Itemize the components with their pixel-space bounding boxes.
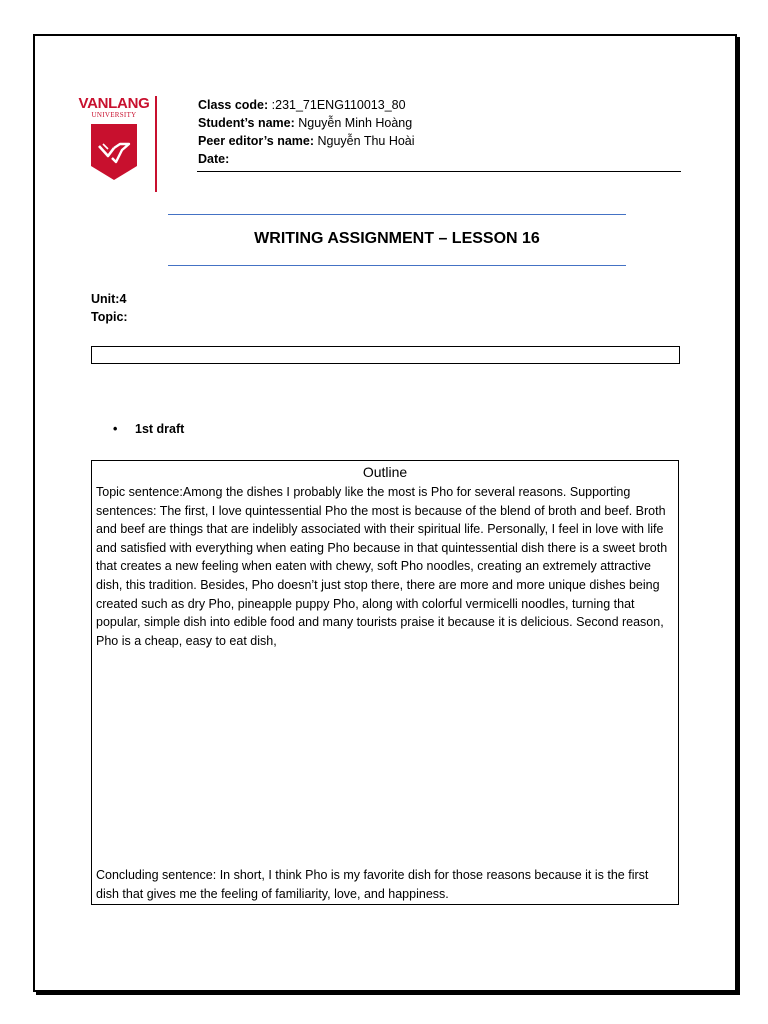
vanlang-shield-icon <box>89 122 139 182</box>
title-rule-bottom <box>168 265 626 266</box>
class-code-label: Class code: <box>198 98 269 112</box>
draft-label: 1st draft <box>135 422 185 436</box>
university-logo <box>75 96 153 182</box>
student-name-line <box>198 114 680 132</box>
student-name-value: Nguyễn Minh Hoàng <box>294 116 413 130</box>
student-name-label: Student’s name: <box>198 116 295 130</box>
class-code-value: :231_71ENG110013_80 <box>268 98 406 112</box>
unit-topic-block <box>91 290 128 326</box>
topic-box <box>91 346 680 364</box>
date-line <box>198 150 680 168</box>
header-info <box>198 96 680 168</box>
title-rule-top <box>168 214 626 215</box>
topic-label: Topic: <box>91 310 128 324</box>
outline-conclusion: Concluding sentence: In short, I think Pho is my favorite dish for those reasons because it is the first dish that gives me the feeling of familiarity, love, and happiness. <box>96 868 649 901</box>
peer-editor-label: Peer editor’s name: <box>198 134 315 148</box>
bullet-icon: • <box>113 422 118 436</box>
draft-item <box>115 422 184 436</box>
peer-editor-line <box>198 132 680 150</box>
logo-name: VANLANG <box>78 95 150 112</box>
outline-heading: Outline <box>362 464 408 480</box>
assignment-title: WRITING ASSIGNMENT – LESSON 16 <box>254 230 540 247</box>
header-underline <box>197 171 681 172</box>
date-label: Date: <box>198 152 230 166</box>
unit-label: Unit:4 <box>91 292 127 306</box>
document-page <box>33 34 737 992</box>
peer-editor-value: Nguyễn Thu Hoài <box>314 134 415 148</box>
outline-box <box>91 460 679 905</box>
class-code-line <box>198 96 680 114</box>
logo-subtitle: UNIVERSITY <box>91 111 137 119</box>
logo-divider <box>155 96 157 192</box>
outline-body: Topic sentence:Among the dishes I probably like the most is Pho for several reasons. Supporting sentences: The first, I love quintessential Pho the most is because of the blend of broth and beef. Broth and beef are things that are indelibly associated with their spiritual life. Personally, I feel in love with life and satisfied with everything when eating Pho because in that quintessential dish there is a sweet broth that creates a new feeling when eaten with chewy, soft Pho noodles, creating an extremely attractive dish, this tradition. Besides, Pho doesn’t just stop there, there are more and more unique dishes being created such as dry Pho, pineapple puppy Pho, along with colorful vermicelli noodles, turning that popular, simple dish into edible food and many tourists praise it because it is delicious. Second reason, Pho is a cheap, easy to eat dish, <box>96 485 668 648</box>
